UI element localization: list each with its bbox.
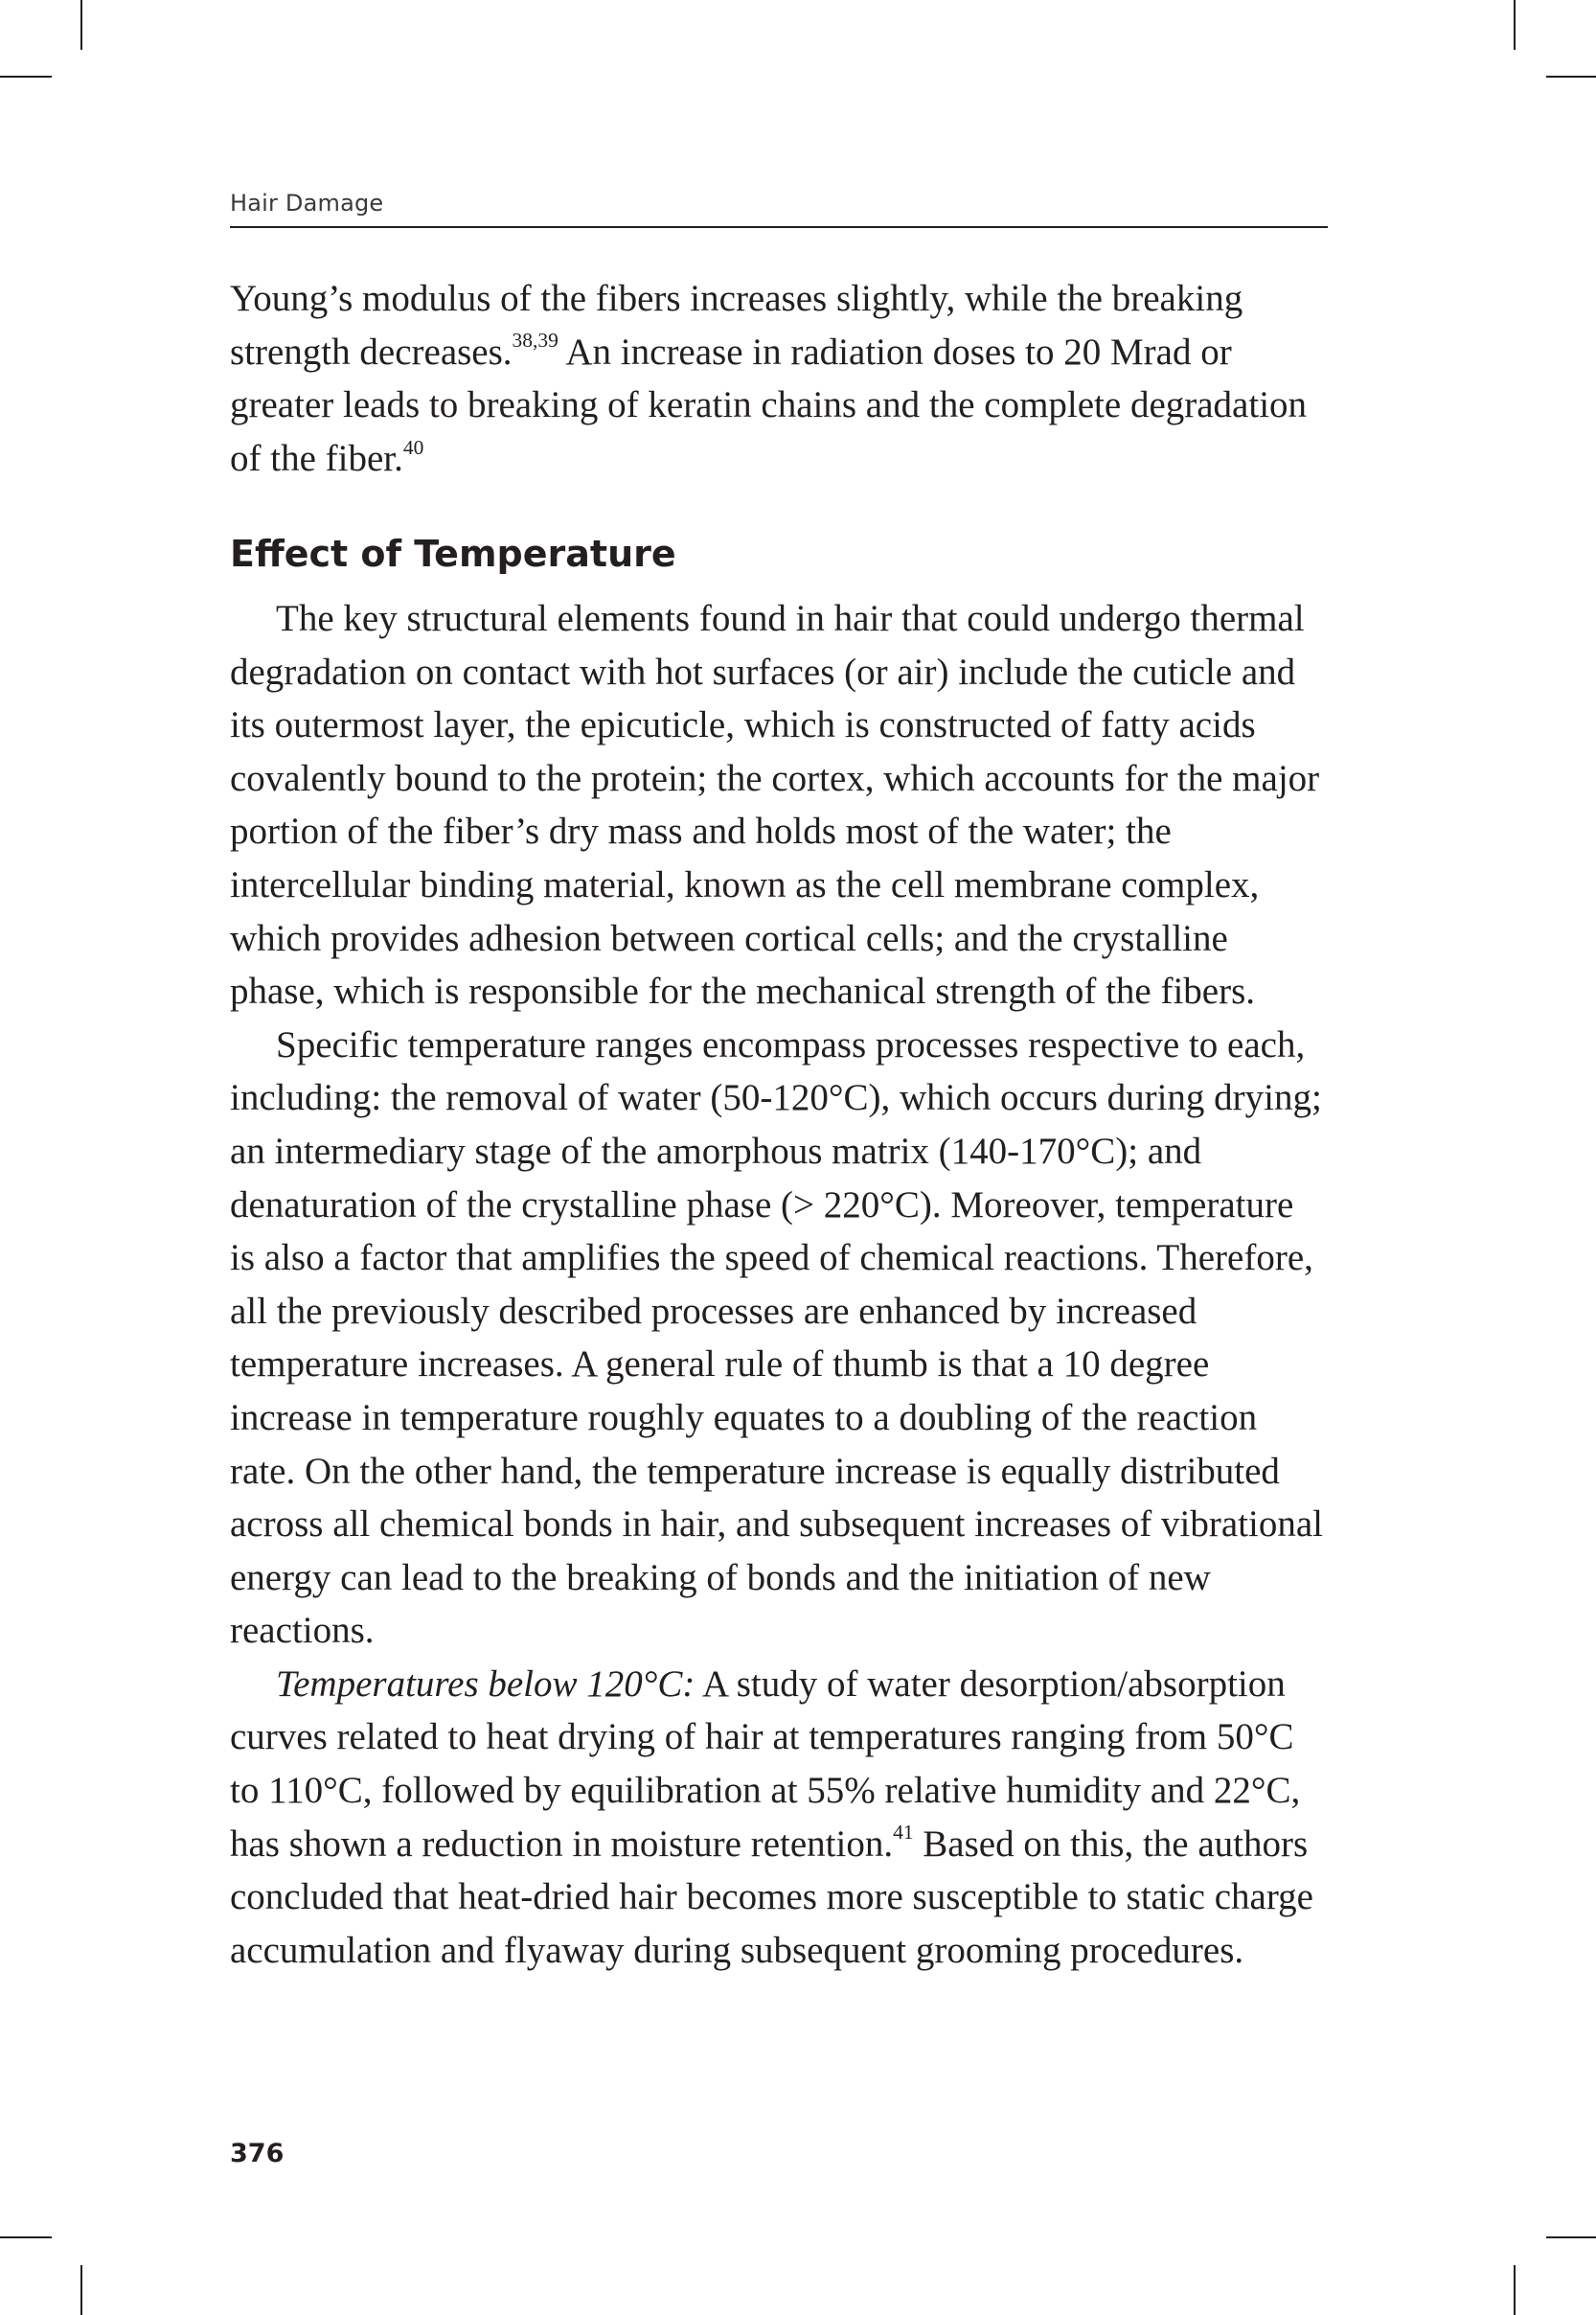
crop-mark-top-left-vertical <box>80 0 82 50</box>
crop-mark-bottom-left-vertical <box>80 2265 82 2315</box>
continued-paragraph <box>230 272 1328 485</box>
section-heading: Effect of Temperature <box>230 533 676 575</box>
continued-paragraph-block <box>230 272 1328 485</box>
continued-text-a: Young’s modulus of the fibers increases slightly, while the breaking strength decreases. <box>230 278 1243 373</box>
paragraph-3-text-a: A study of water desorption/absorption curves related to heat drying of hair at temperatures ranging from 50°C to 110°C, followed by equilibration at 55% relative humidity and 22°C, has shown a reduction in moisture retention. <box>230 1662 1301 1865</box>
crop-mark-top-right-horizontal <box>1546 76 1596 78</box>
running-head: Hair Damage <box>230 190 384 217</box>
crop-mark-top-left-horizontal <box>0 76 52 78</box>
paragraph-lead-in: Temperatures below 120°C: <box>276 1662 695 1705</box>
citation-40: 40 <box>402 435 424 459</box>
section-body <box>230 592 1328 1977</box>
header-rule <box>230 226 1328 228</box>
citation-41: 41 <box>893 1821 914 1845</box>
paragraph-temperature-ranges: Specific temperature ranges encompass processes respective to each, including: the removal of water (50-120°C), which occurs during drying; an intermediary stage of the amorphous matrix (140-170°C); and denaturation of the crystalline phase (> 220°C). Moreover, temperature is also a factor that amplifies the speed of chemical reactions. Therefore, all the previously described processes are enhanced by increased temperature increases. A general rule of thumb is that a 10 degree increase in temperature roughly equates to a doubling of the reaction rate. On the other hand, the temperature increase is equally distributed across all chemical bonds in hair, and subsequent increases of vibrational energy can lead to the breaking of bonds and the initiation of new reactions. <box>230 1023 1323 1652</box>
continued-text-b: An increase in radiation doses to 20 Mrad or greater leads to breaking of keratin chains and the complete degradation of the fiber. <box>230 331 1308 479</box>
paragraph-structural-elements: The key structural elements found in hair that could undergo thermal degradation on contact with hot surfaces (or air) include the cuticle and its outermost layer, the epicuticle, which is constructed of fatty acids covalently bound to the protein; the cortex, which accounts for the major portion of the fiber’s dry mass and holds most of the water; the intercellular binding material, known as the cell membrane complex, which provides adhesion between cortical cells; and the crystalline phase, which is responsible for the mechanical strength of the fibers. <box>230 598 1320 1013</box>
citation-38-39: 38,39 <box>512 329 559 353</box>
crop-mark-bottom-right-horizontal <box>1546 2236 1596 2238</box>
crop-mark-top-right-vertical <box>1514 0 1516 50</box>
paragraph-below-120 <box>230 1658 1328 1978</box>
paragraph-3-text-b: Based on this, the authors concluded that heat-dried hair becomes more susceptible to static charge accumulation and flyaway during subsequent grooming procedures. <box>230 1822 1313 1971</box>
crop-mark-bottom-right-vertical <box>1514 2265 1516 2315</box>
crop-mark-bottom-left-horizontal <box>0 2236 52 2238</box>
page-number: 376 <box>230 2139 285 2168</box>
